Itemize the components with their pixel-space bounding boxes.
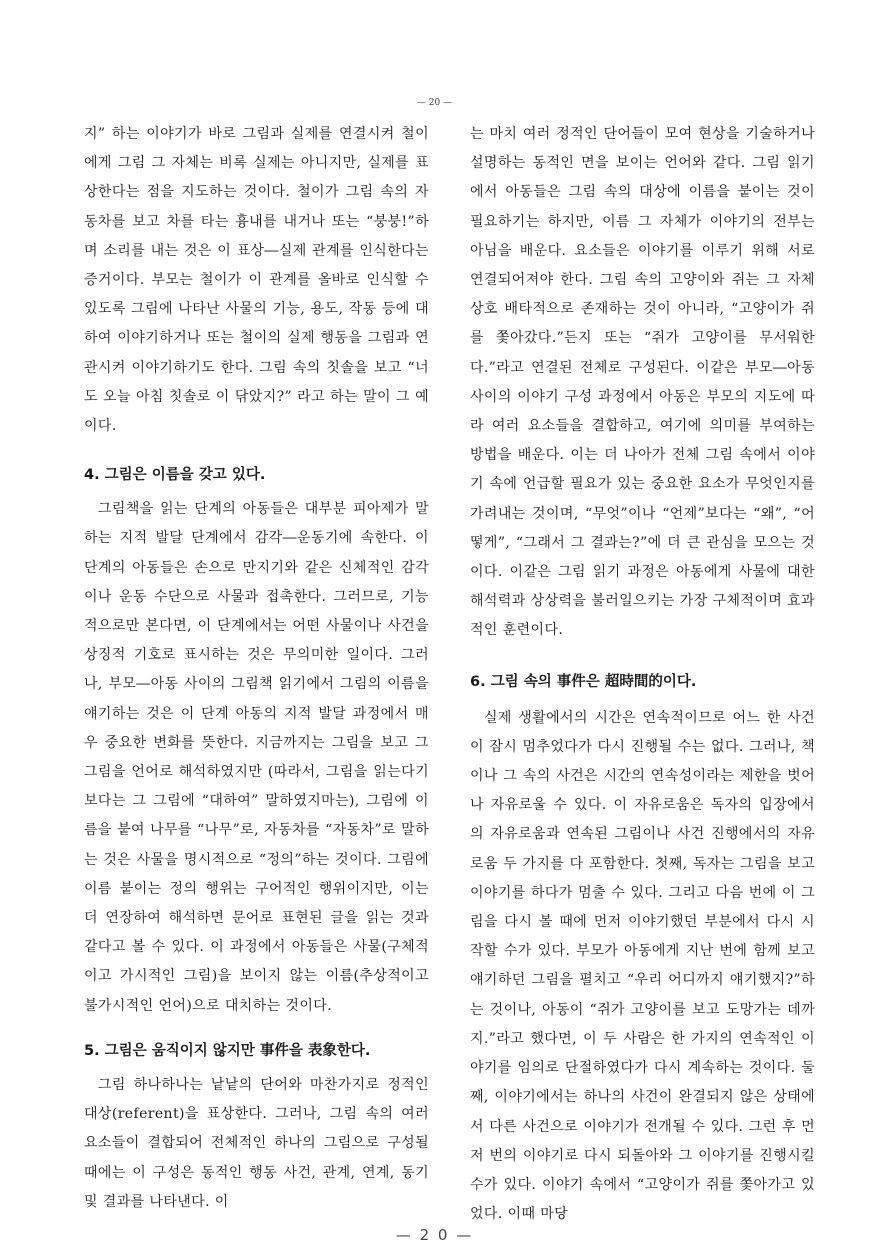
left-paragraph-3: 그림 하나하나는 낱낱의 단어와 마찬가지로 정적인 대상(referent)을 표상한다. 그러나, 그림 속의 여러 요소들이 결합되어 전체적인 하나의 그림으로 구성될 때에는 이 구성은 동적인 행동 사건, 관계, 연계, 동기 및 결과를 나타낸다. 이 bbox=[84, 1076, 429, 1210]
section-heading-4: 4. 그림은 이름을 갖고 있다. bbox=[84, 467, 266, 484]
right-paragraph-2: 실제 생활에서의 시간은 연속적이므로 어느 한 사건이 잠시 멈추었다가 다시 진행될 수는 없다. 그러나, 책이나 그 속의 사건은 시간의 연속성이라는 제한을 벗어나 자유로울 수 있다. 이 자유로움은 독자의 입장에서의 자유로움과 연속된 그림이나 사건 진행에서의 자유로움 두 가지를 다 포함한다. 첫째, 독자는 그림을 보고 이야기를 하다가 멈출 수 있다. 그리고 다음 번에 이 그림을 다시 볼 때에 먼저 이야기했던 부분에서 다시 시작할 수가 있다. 부모가 아동에게 지난 번에 함께 보고 얘기하던 그림을 펼치고 “우리 어디까지 얘기했지?”하는 것이나, 아동이 “쥐가 고양이를 보고 도망가는 데까지.”라고 했다면, 이 두 사람은 한 가지의 연속적인 이야기를 임의로 단절하였다가 다시 계속하는 것이다. 둘째, 이야기에서는 하나의 사건이 완결되지 않은 상태에서 다른 사건으로 이야기가 전개될 수 있다. 그런 후 먼저 번의 이야기로 다시 되돌아와 그 이야기를 진행시킬 수가 있다. 이야기 속에서 “고양이가 쥐를 쫓아가고 있었다. 이때 마당 bbox=[470, 709, 815, 1223]
right-paragraph-1: 는 마치 여러 정적인 단어들이 모여 현상을 기술하거나 설명하는 동적인 면을 보이는 언어와 같다. 그림 읽기에서 아동들은 그림 속의 대상에 이름을 붙이는 것이 필요하기는 하지만, 이름 그 자체가 이야기의 전부는 아님을 배운다. 요소들은 이야기를 이루기 위해 서로 연결되어져야 한다. 그림 속의 고양이와 쥐는 그 자체 상호 배타적으로 존재하는 것이 아니라, “고양이가 쥐를 쫓아갔다.”든지 또는 “쥐가 고양이를 무서워한다.”라고 연결된 전체로 구성된다. 이같은 부모―아동 사이의 이야기 구성 과정에서 아동은 부모의 지도에 따라 여러 요소들을 결합하고, 여기에 의미를 부여하는 방법을 배운다. 이는 더 나아가 전체 그림 속에서 이야기 속에 언급할 필요가 있는 중요한 요소가 무엇인지를 가려내는 것이며, “무엇”이나 “언제”보다는 “왜”, “어떻게”, “그래서 그 결과는?”에 더 큰 관심을 모으는 것이다. 이같은 그림 읽기 과정은 아동에게 사물에 대한 해석력과 상상력을 불러일으키는 가장 구체적이며 효과적인 훈련이다. bbox=[470, 126, 815, 639]
left-paragraph-1: 지” 하는 이야기가 바로 그림과 실제를 연결시켜 철이에게 그림 그 자체는 비록 실제는 아니지만, 실제를 표상한다는 점을 지도하는 것이다. 철이가 그림 속의 자동차를 보고 차를 타는 흉내를 내거나 또는 “붕붕!”하며 소리를 내는 것은 이 표상―실제 관계를 인식한다는 증거이다. 부모는 철이가 이 관계를 올바로 인식할 수 있도록 그림에 나타난 사물의 기능, 용도, 작동 등에 대하여 이야기하거나 또는 철이의 실제 행동을 그림과 연관시켜 이야기하기도 한다. 그림 속의 칫솔을 보고 “너도 오늘 아침 칫솔로 이 닦았지?” 라고 하는 말이 그 예이다. bbox=[84, 126, 429, 435]
left-column bbox=[84, 120, 429, 1217]
right-column bbox=[470, 120, 815, 1229]
page-number: — 2 0 — bbox=[395, 1226, 474, 1244]
top-page-mark: — 20 — bbox=[416, 98, 453, 108]
section-heading-6: 6. 그림 속의 事件은 超時間的이다. bbox=[470, 673, 697, 690]
section-heading-5: 5. 그림은 움직이지 않지만 事件을 表象한다. bbox=[84, 1042, 371, 1059]
left-paragraph-2: 그림책을 읽는 단계의 아동들은 대부분 피아제가 말하는 지적 발달 단계에서 감각―운동기에 속한다. 이 단계의 아동들은 손으로 만지기와 같은 신체적인 감각이나 운동 수단으로 사물과 접촉한다. 그러므로, 기능적으로만 본다면, 이 단계에서는 어떤 사물이나 사건을 상징적 기호로 표시하는 것은 무의미한 일이다. 그러나, 부모―아동 사이의 그림책 읽기에서 그림의 이름을 얘기하는 것은 이 단계 아동의 지적 발달 과정에서 매우 중요한 변화를 뜻한다. 지금까지는 그림을 보고 그 그림을 언어로 해석하였지만 (따라서, 그림을 읽는다기보다는 그 그림에 “대하여” 말하였지마는), 그림에 이름을 붙여 나무를 “나무”로, 자동차를 “자동차”로 말하는 것은 사물을 명시적으로 “정의”하는 것이다. 그림에 이름 붙이는 정의 행위는 구어적인 행위이지만, 이는 더 연장하여 해석하면 문어로 표현된 글을 읽는 것과 같다고 볼 수 있다. 이 과정에서 아동들은 사물(구체적이고 가시적인 그림)을 보이지 않는 이름(추상적이고 불가시적인 언어)으로 대치하는 것이다. bbox=[84, 501, 429, 1014]
